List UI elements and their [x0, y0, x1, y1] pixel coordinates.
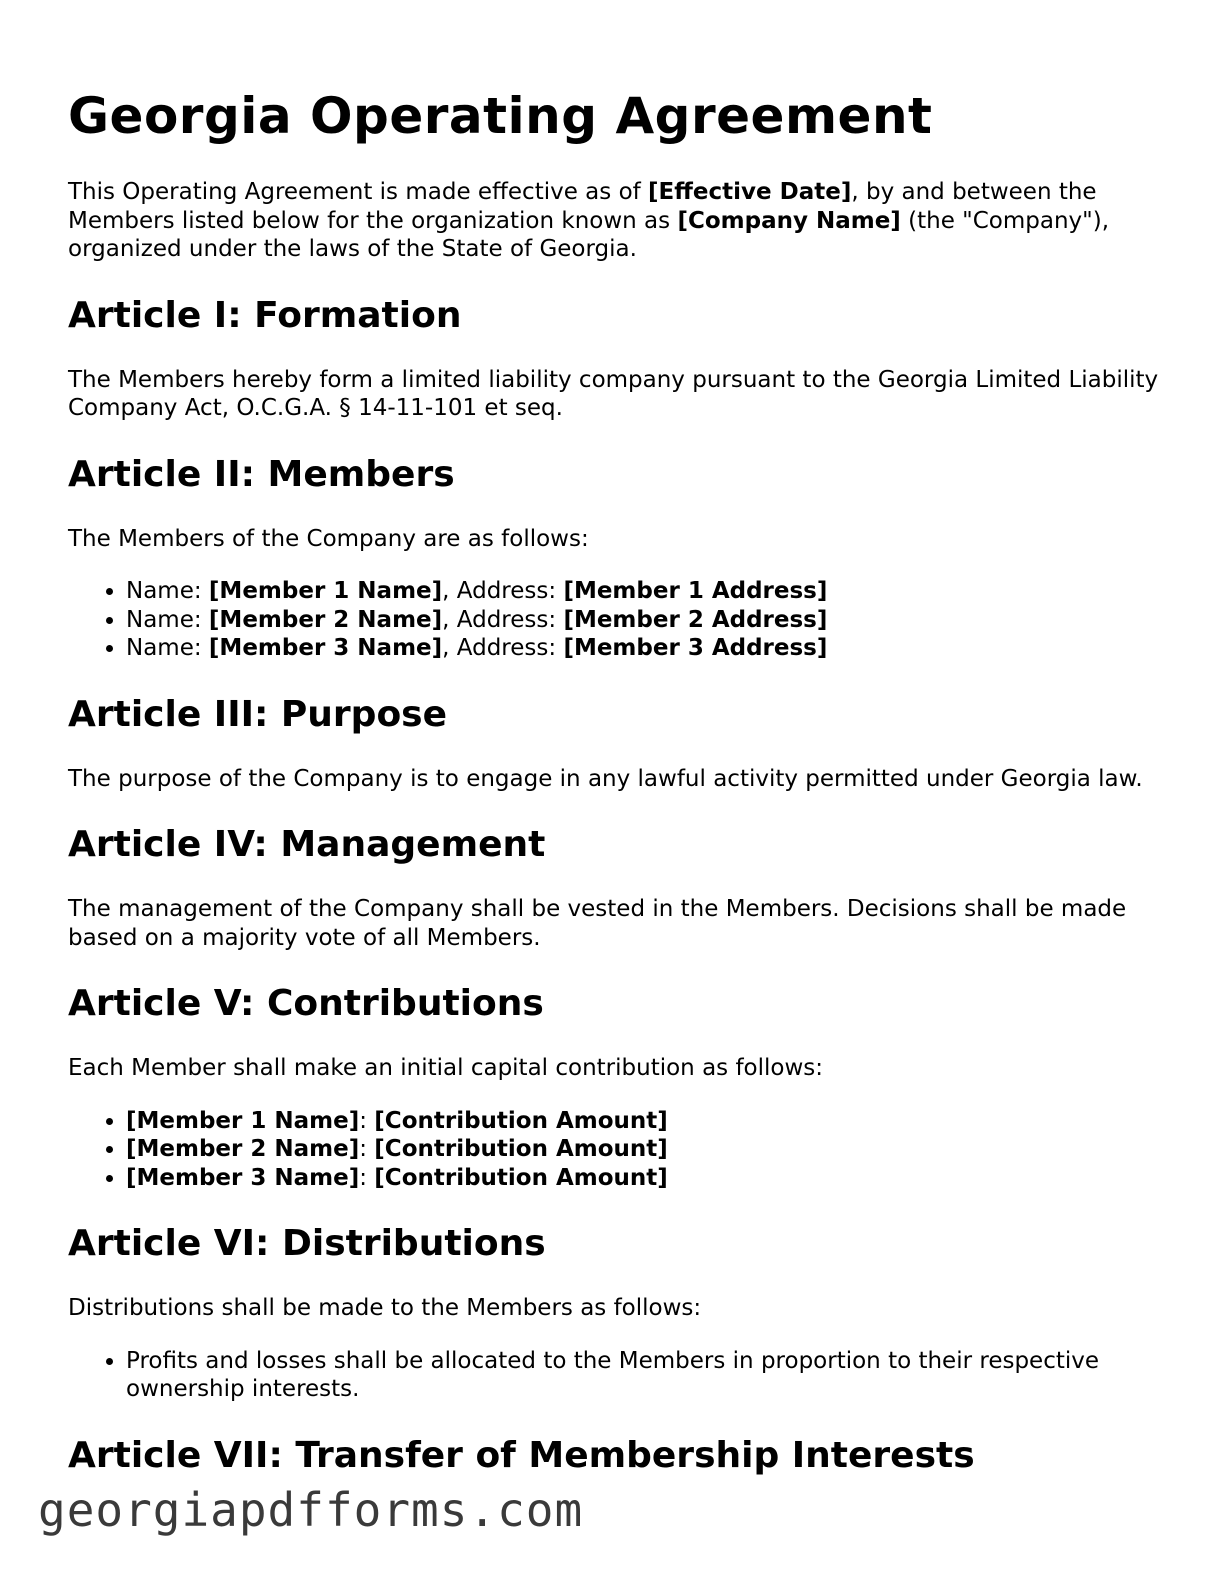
article-7-heading: Article VII: Transfer of Membership Interests: [68, 1434, 975, 1476]
article-1-body: The Members hereby form a limited liability company pursuant to the Georgia Limited Liability Company Act, O.C.G.A. § 14-11-101 et seq.: [68, 366, 1159, 421]
list-item: • [Member 1 Name]: [Contribution Amount]: [126, 1107, 1168, 1136]
article-6-body: Distributions shall be made to the Members as follows:: [68, 1295, 702, 1321]
article-3-body: The purpose of the Company is to engage in any lawful activity permitted under Georgia law.: [68, 765, 1143, 792]
list-item: • [Member 2 Name]: [Contribution Amount]: [126, 1135, 1168, 1164]
intro-text-3: (the "Company"), organized under the laws of the State of Georgia.: [68, 207, 1110, 262]
member-name-placeholder: [Member 1 Name]: [126, 1107, 360, 1134]
intro-paragraph: [68, 178, 1168, 264]
member-name-placeholder: [Member 1 Name]: [208, 578, 443, 604]
list-item: • [Member 3 Name]: [Contribution Amount]: [126, 1164, 1168, 1193]
site-watermark: georgiapdfforms.com: [38, 1483, 584, 1537]
list-item: • Name: [Member 3 Name], Address: [Member 3 Address]: [126, 634, 1168, 663]
member-name-placeholder: [Member 2 Name]: [126, 1136, 360, 1162]
effective-date-placeholder: [Effective Date]: [648, 179, 852, 205]
member-address-placeholder: [Member 1 Address]: [563, 578, 828, 604]
company-name-placeholder: [Company Name]: [677, 207, 901, 234]
document-page: [68, 86, 1168, 1506]
member-name-placeholder: [Member 3 Name]: [126, 1164, 360, 1191]
intro-text-2: , by and between the Members listed below for the organization known as: [68, 179, 1097, 234]
page-title: Georgia Operating Agreement: [68, 87, 933, 145]
contribution-amount-placeholder: [Contribution Amount]: [374, 1107, 668, 1134]
list-item: • Name: [Member 1 Name], Address: [Member 1 Address]: [126, 577, 1168, 606]
article-5-body: Each Member shall make an initial capital contribution as follows:: [68, 1055, 824, 1081]
contributions-list: [68, 1107, 1168, 1193]
intro-text-1: This Operating Agreement is made effective as of: [68, 179, 649, 205]
article-3-heading: Article III: Purpose: [68, 693, 448, 735]
article-6-heading: Article VI: Distributions: [68, 1223, 546, 1264]
article-4-heading: Article IV: Management: [68, 824, 546, 865]
list-item: • Name: [Member 2 Name], Address: [Member 2 Address]: [126, 606, 1168, 635]
article-2-heading: Article II: Members: [68, 453, 455, 495]
list-item: • Profits and losses shall be allocated to the Members in proportion to their respective ownership interests.: [126, 1347, 1168, 1404]
members-list: [68, 577, 1168, 663]
member-name-placeholder: [Member 2 Name]: [208, 606, 443, 633]
article-4-body: The management of the Company shall be vested in the Members. Decisions shall be made based on a majority vote of all Members.: [68, 896, 1127, 951]
member-address-placeholder: [Member 3 Address]: [563, 635, 828, 661]
article-2-body: The Members of the Company are as follows:: [68, 525, 589, 552]
member-name-placeholder: [Member 3 Name]: [208, 635, 443, 661]
distributions-list: [68, 1347, 1168, 1404]
member-address-placeholder: [Member 2 Address]: [563, 606, 828, 633]
article-5-heading: Article V: Contributions: [68, 983, 544, 1024]
article-1-heading: Article I: Formation: [68, 294, 462, 336]
contribution-amount-placeholder: [Contribution Amount]: [374, 1164, 668, 1191]
contribution-amount-placeholder: [Contribution Amount]: [374, 1136, 668, 1162]
